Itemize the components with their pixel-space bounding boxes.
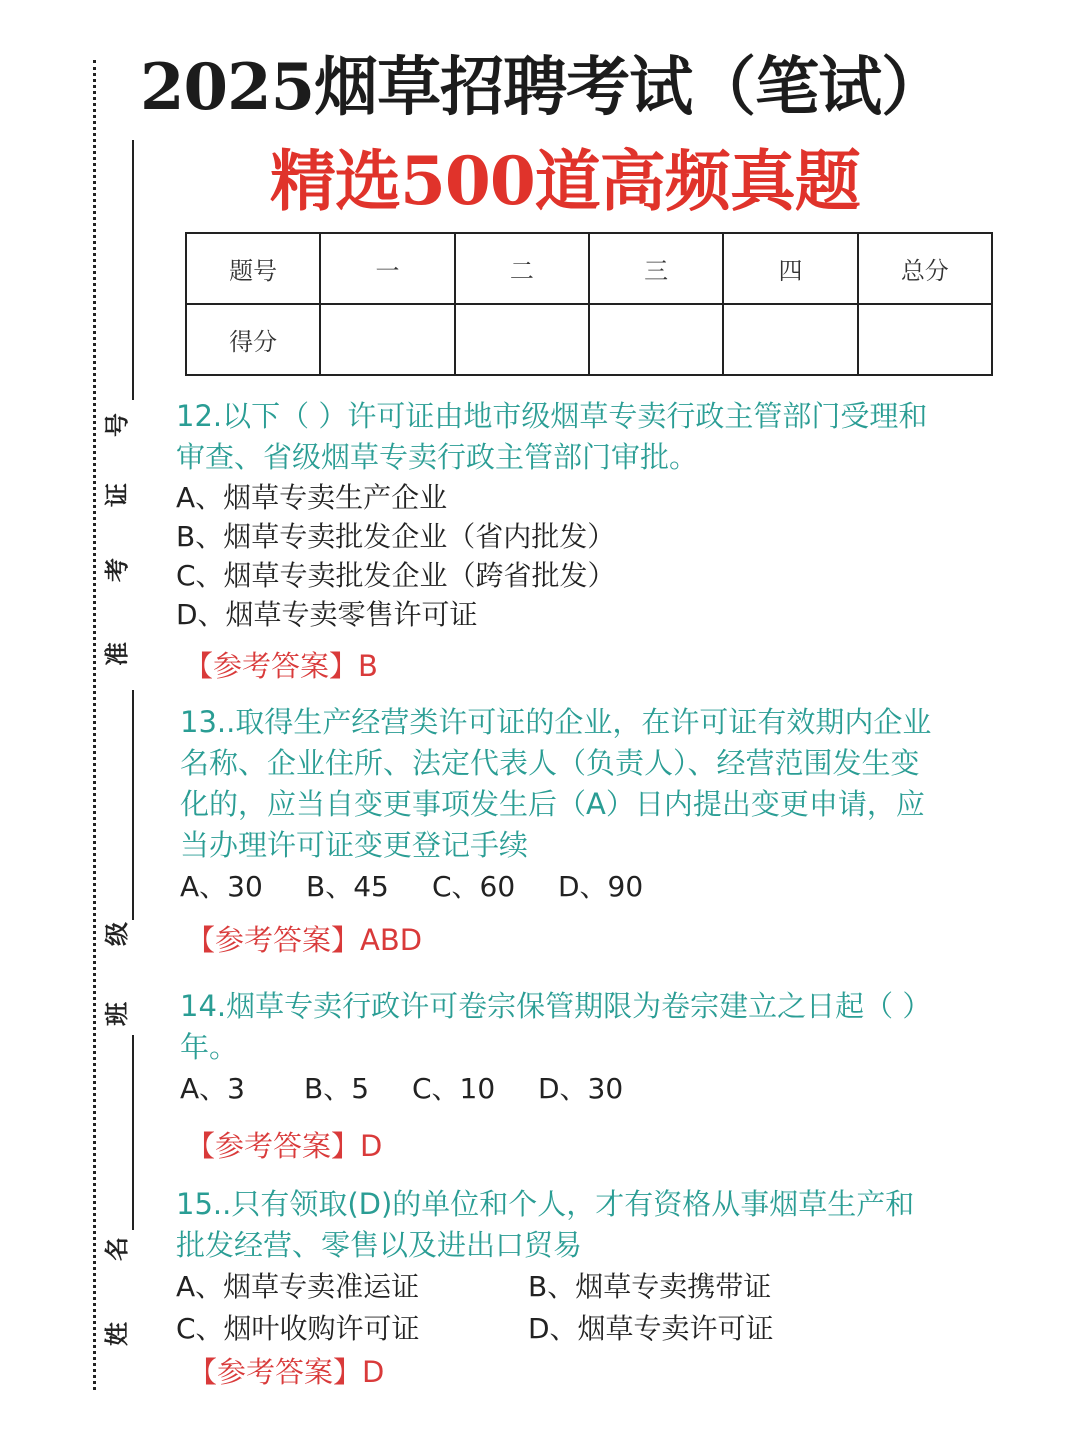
option-d: D、30 xyxy=(538,1072,624,1105)
reference-answer: 【参考答案】D xyxy=(188,1355,385,1389)
score-cell-total xyxy=(858,304,992,375)
option-c: C、10 xyxy=(412,1072,496,1105)
binding-dotted-line xyxy=(93,60,96,1390)
score-cell-part-4 xyxy=(723,304,857,375)
question-stem-line: 当办理许可证变更登记手续 xyxy=(180,828,529,862)
question-14 xyxy=(180,986,1055,1166)
question-stem-line: 化的，应当自变更事项发生后（A）日内提出变更申请，应 xyxy=(180,787,925,821)
page-title: 2025烟草招聘考试（笔试） xyxy=(140,50,945,125)
question-13 xyxy=(180,702,1055,960)
question-stem-line: 名称、企业住所、法定代表人（负责人）、经营范围发生变 xyxy=(180,746,920,780)
score-row-label: 得分 xyxy=(186,304,320,375)
question-stem-line: 13..取得生产经营类许可证的企业，在许可证有效期内企业 xyxy=(180,705,932,739)
side-label-kao: 考 xyxy=(102,558,131,582)
options-row xyxy=(176,1266,1051,1308)
side-label-zhun: 准 xyxy=(102,642,131,666)
option-b: B、5 xyxy=(304,1072,370,1105)
option-d: D、烟草专卖零售许可证 xyxy=(176,598,478,631)
score-cell-part-3 xyxy=(589,304,723,375)
header-cell-total: 总分 xyxy=(858,233,992,304)
score-table-score-row xyxy=(186,304,992,375)
option-a: A、3 xyxy=(180,1072,245,1105)
option-b: B、烟草专卖批发企业（省内批发） xyxy=(176,520,616,553)
header-cell-question-number: 题号 xyxy=(186,233,320,304)
score-cell-part-1 xyxy=(320,304,454,375)
option-c: C、60 xyxy=(432,870,516,903)
question-stem-line: 批发经营、零售以及进出口贸易 xyxy=(176,1228,583,1262)
options-row xyxy=(180,866,1055,908)
reference-answer: 【参考答案】D xyxy=(186,1129,383,1163)
side-label-ban: 班 xyxy=(102,1002,131,1026)
header-cell-part-2: 二 xyxy=(455,233,589,304)
side-label-ming: 名 xyxy=(102,1237,131,1261)
page-subtitle: 精选500道高频真题 xyxy=(270,142,860,220)
header-cell-part-3: 三 xyxy=(589,233,723,304)
option-b: B、烟草专卖携带证 xyxy=(528,1270,772,1303)
question-stem-line: 14.烟草专卖行政许可卷宗保管期限为卷宗建立之日起（ ） xyxy=(180,989,932,1023)
side-label-zheng: 证 xyxy=(102,483,131,507)
admission-ticket-write-line xyxy=(132,140,134,400)
side-label-hao: 号 xyxy=(102,413,131,437)
class-write-line xyxy=(132,690,134,920)
question-12 xyxy=(176,396,1051,686)
header-cell-part-4: 四 xyxy=(723,233,857,304)
question-stem-line: 15..只有领取(D)的单位和个人，才有资格从事烟草生产和 xyxy=(176,1187,915,1221)
header-cell-part-1: 一 xyxy=(320,233,454,304)
option-c: C、烟草专卖批发企业（跨省批发） xyxy=(176,559,616,592)
option-a: A、烟草专卖生产企业 xyxy=(176,481,448,514)
option-d: D、90 xyxy=(558,870,644,903)
question-stem-line: 年。 xyxy=(180,1030,239,1064)
question-stem-line: 12.以下（ ）许可证由地市级烟草专卖行政主管部门受理和 xyxy=(176,399,928,433)
option-a: A、30 xyxy=(180,870,263,903)
question-15 xyxy=(176,1184,1051,1392)
option-c: C、烟叶收购许可证 xyxy=(176,1312,420,1345)
option-b: B、45 xyxy=(306,870,389,903)
side-label-ji: 级 xyxy=(102,922,131,946)
score-table xyxy=(185,232,993,376)
option-a: A、烟草专卖准运证 xyxy=(176,1270,420,1303)
question-stem-line: 审查、省级烟草专卖行政主管部门审批。 xyxy=(176,440,699,474)
reference-answer: 【参考答案】ABD xyxy=(186,923,423,957)
score-table-header-row xyxy=(186,233,992,304)
options-row xyxy=(176,1308,1051,1350)
score-cell-part-2 xyxy=(455,304,589,375)
name-write-line xyxy=(132,1035,134,1230)
reference-answer: 【参考答案】B xyxy=(184,649,378,683)
options-row xyxy=(180,1068,1055,1110)
side-label-xing: 姓 xyxy=(102,1322,131,1346)
option-d: D、烟草专卖许可证 xyxy=(528,1312,774,1345)
